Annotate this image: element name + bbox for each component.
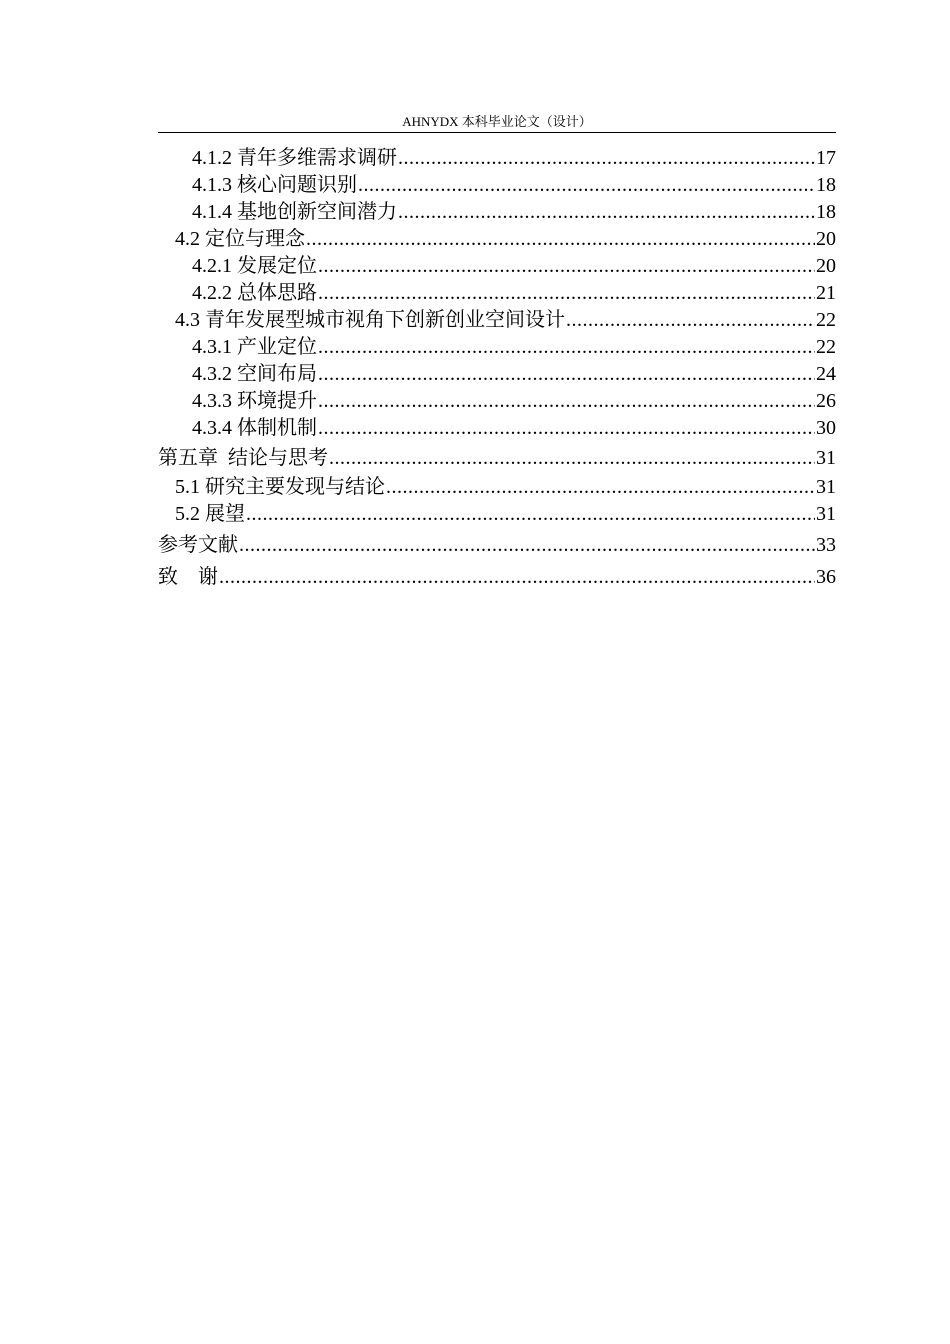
toc-entry-page: 22 [816,309,836,331]
toc-entry[interactable] [158,307,836,334]
toc-entry-title: 4.2.1 发展定位 [192,255,317,277]
toc-entry-page: 31 [816,503,836,525]
toc-entry-title: 参考文献 [158,534,238,556]
toc-entry-page: 33 [816,534,836,556]
toc-entry-page: 31 [816,476,836,498]
toc-entry-page: 18 [816,201,836,223]
toc-leader-dots [306,226,815,253]
toc-entry[interactable] [158,253,836,280]
toc-entry-title: 4.1.3 核心问题识别 [192,174,357,196]
toc-entry-page: 36 [816,566,836,588]
toc-entry[interactable] [158,334,836,361]
toc-entry-title: 第五章 结论与思考 [158,447,328,469]
toc-entry-page: 26 [816,390,836,412]
toc-entry-title: 4.3 青年发展型城市视角下创新创业空间设计 [175,309,565,331]
toc-entry-title: 4.3.3 环境提升 [192,390,317,412]
toc-leader-dots [318,388,815,415]
toc-entry-title: 4.1.2 青年多维需求调研 [192,147,397,169]
toc-entry[interactable] [158,501,836,528]
toc-entry-title: 4.2 定位与理念 [175,228,305,250]
toc-entry[interactable] [158,474,836,501]
toc-entry-title: 5.1 研究主要发现与结论 [175,476,385,498]
toc-leader-dots [318,334,815,361]
toc-entry[interactable] [158,388,836,415]
toc-leader-dots [318,280,815,307]
page-header [158,112,836,133]
toc-leader-dots [386,474,815,501]
header-text: AHNYDX 本科毕业论文（设计） [402,114,592,129]
toc-entry-page: 22 [816,336,836,358]
toc-entry-page: 31 [816,447,836,469]
toc-entry[interactable] [158,226,836,253]
toc-entry-title: 5.2 展望 [175,503,245,525]
toc-entry-title: 4.1.4 基地创新空间潜力 [192,201,397,223]
toc-entry-title: 4.3.2 空间布局 [192,363,317,385]
toc-entry[interactable] [158,172,836,199]
toc-entry[interactable] [158,564,836,591]
toc-entry-title: 4.3.4 体制机制 [192,417,317,439]
toc-entry-page: 18 [816,174,836,196]
toc-leader-dots [358,172,815,199]
toc-leader-dots [239,532,815,559]
toc-entry[interactable] [158,445,836,472]
toc-entry[interactable] [158,145,836,172]
toc-entry-title: 4.2.2 总体思路 [192,282,317,304]
toc-entry[interactable] [158,532,836,559]
toc-leader-dots [318,415,815,442]
toc-entry-page: 20 [816,228,836,250]
toc-entry[interactable] [158,199,836,226]
toc-entry-page: 24 [816,363,836,385]
toc-entry[interactable] [158,280,836,307]
toc-leader-dots [219,564,815,591]
toc-leader-dots [318,361,815,388]
toc-leader-dots [329,445,815,472]
toc-leader-dots [318,253,815,280]
toc-leader-dots [398,145,815,172]
toc-leader-dots [398,199,815,226]
toc-entry-page: 20 [816,255,836,277]
toc-entry[interactable] [158,361,836,388]
toc-entry[interactable] [158,415,836,442]
toc-leader-dots [566,307,815,334]
toc-entry-page: 17 [816,147,836,169]
toc-entry-title: 4.3.1 产业定位 [192,336,317,358]
toc-leader-dots [246,501,815,528]
toc-entry-page: 21 [816,282,836,304]
toc-entry-title: 致 谢 [158,566,218,588]
toc-entry-page: 30 [816,417,836,439]
